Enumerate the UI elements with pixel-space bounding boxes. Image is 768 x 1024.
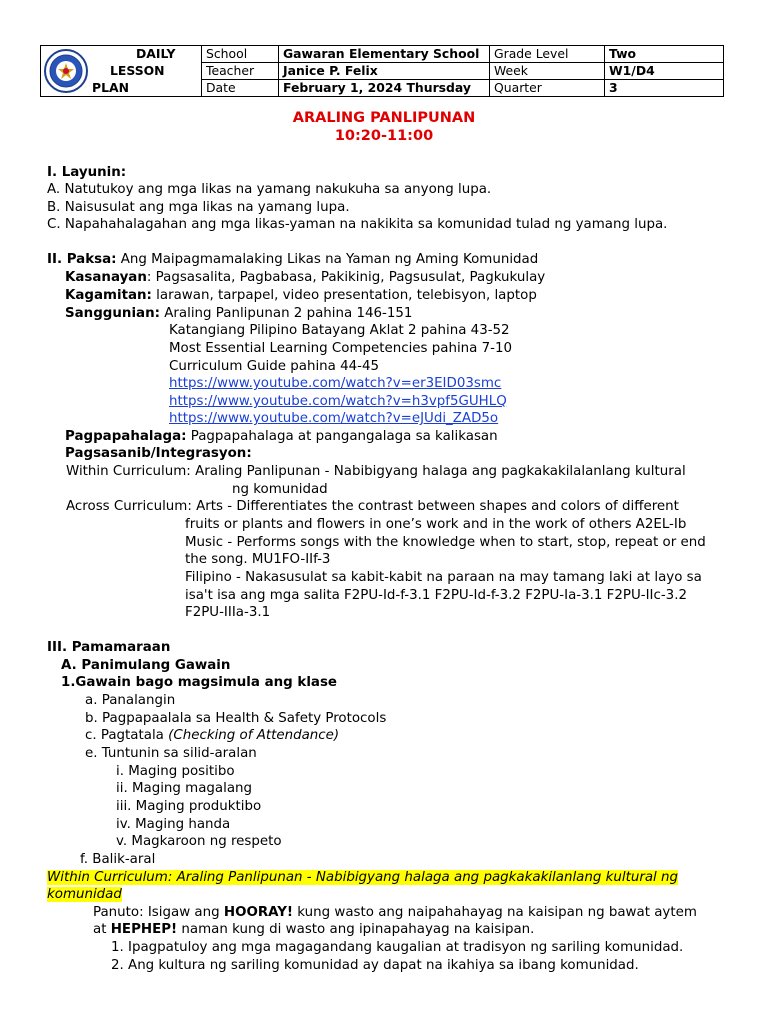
gawain-heading: 1.Gawain bago magsimula ang klase: [61, 675, 337, 690]
label-grade-level: Grade Level: [490, 46, 605, 63]
hooray-word: HOORAY!: [223, 905, 294, 920]
kasanayan-label: Kasanayan: [65, 270, 147, 285]
pagpapahalaga-label: Pagpapahalaga:: [65, 429, 187, 444]
music-line-1: Music - Performs songs with the knowledge when to start, stop, repeat or end: [185, 535, 706, 550]
layunin-item-a: A. Natutukoy ang mga likas na yamang nakukuha sa anyong lupa.: [47, 182, 492, 197]
ref-item: Curriculum Guide pahina 44-45: [169, 359, 380, 374]
sanggunian-line: [65, 306, 412, 321]
label-quarter: Quarter: [490, 80, 605, 97]
kasanayan-text: : Pagsasalita, Pagbabasa, Pakikinig, Pagsusulat, Pagkukulay: [146, 270, 546, 285]
statement-item-2: 2. Ang kultura ng sariling komunidad ay dapat na ikahiya sa ibang komunidad.: [111, 958, 639, 973]
subject-title: ARALING PANLIPUNAN: [292, 110, 476, 126]
layunin-item-b: B. Naisusulat ang mga likas na yamang lupa.: [47, 200, 350, 215]
value-quarter: 3: [605, 80, 724, 97]
rule-item: iv. Maging handa: [116, 817, 231, 832]
youtube-link-2[interactable]: https://www.youtube.com/watch?v=h3vpf5GUHLQ: [169, 394, 507, 409]
paksa-line: [47, 252, 538, 267]
rule-item: iii. Maging produktibo: [116, 799, 262, 814]
panimulang-gawain-heading: A. Panimulang Gawain: [61, 658, 231, 673]
list-item-c-italic: (Checking of Attendance): [168, 728, 340, 743]
hephep-word: HEPHEP!: [110, 922, 178, 937]
rule-item: ii. Maging magalang: [116, 781, 253, 796]
header-row-school: [41, 46, 724, 63]
label-school: School: [202, 46, 279, 63]
youtube-link-3[interactable]: https://www.youtube.com/watch?v=eJUdi_ZAD5o: [169, 411, 499, 426]
value-grade-level: Two: [605, 46, 724, 63]
value-week: W1/D4: [605, 63, 724, 80]
statement-item-1: 1. Ipagpatuloy ang mga magagandang kaugalian at tradisyon ng sariling komunidad.: [111, 940, 684, 955]
kagamitan-line: [65, 288, 537, 303]
panuto-text-1a: Panuto: Isigaw ang: [93, 905, 224, 920]
within-highlight-text-2: komunidad: [47, 887, 122, 902]
value-date: February 1, 2024 Thursday: [279, 80, 490, 97]
label-date: Date: [202, 80, 279, 97]
across-curriculum-line-1: Across Curriculum: Arts - Differentiates the contrast between shapes and colors of different: [66, 499, 679, 514]
within-highlight-line-2: [47, 887, 122, 902]
panuto-text-2a: at: [93, 922, 111, 937]
youtube-link-1[interactable]: https://www.youtube.com/watch?v=er3EID03smc: [169, 376, 502, 391]
value-teacher: Janice P. Felix: [279, 63, 490, 80]
within-curriculum-line-1: Within Curriculum: Araling Panlipunan - Nabibigyang halaga ang pagkakakilalanlang kultural: [66, 464, 686, 479]
dlp-line-2: LESSON: [110, 63, 165, 78]
list-item-c-text: c. Pagtatala: [85, 728, 169, 743]
panuto-line-2: [93, 922, 534, 937]
sanggunian-text: Araling Panlipunan 2 pahina 146-151: [159, 306, 413, 321]
within-curriculum-line-2: ng komunidad: [232, 482, 328, 497]
kagamitan-label: Kagamitan:: [65, 288, 152, 303]
filipino-line-1: Filipino - Nakasusulat sa kabit-kabit na paraan na may tamang laki at layo sa: [185, 570, 702, 585]
kagamitan-text: larawan, tarpapel, video presentation, telebisyon, laptop: [151, 288, 537, 303]
ref-item: Katangiang Pilipino Batayang Aklat 2 pahina 43-52: [169, 323, 510, 338]
pagpapahalaga-text: Pagpapahalaga at pangangalaga sa kalikasan: [186, 429, 498, 444]
music-line-2: the song. MU1FO-IIf-3: [185, 552, 331, 567]
list-item-c: [85, 728, 339, 743]
header-table: [40, 45, 724, 97]
rule-item: v. Magkaroon ng respeto: [116, 834, 282, 849]
panuto-line-1: [93, 905, 697, 920]
list-item-f: f. Balik-aral: [80, 852, 156, 867]
list-item-a: a. Panalangin: [85, 693, 176, 708]
paksa-heading: II. Paksa:: [47, 252, 117, 267]
list-item-b: b. Pagpapaalala sa Health & Safety Protocols: [85, 711, 387, 726]
label-week: Week: [490, 63, 605, 80]
filipino-line-2: isa't isa ang mga salita F2PU-Id-f-3.1 F2PU-Id-f-3.2 F2PU-Ia-3.1 F2PU-IIc-3.2: [185, 588, 687, 603]
across-curriculum-line-2: fruits or plants and flowers in one’s work and in the work of others A2EL-Ib: [185, 517, 687, 532]
within-highlight-line-1: [47, 870, 678, 885]
layunin-item-c: C. Napahahalagahan ang mga likas-yaman na nakikita sa komunidad tulad ng yamang lupa.: [47, 217, 668, 232]
panuto-text-1b: kung wasto ang naipahahayag na kaisipan ng bawat aytem: [293, 905, 697, 920]
ref-item: Most Essential Learning Competencies pahina 7-10: [169, 341, 513, 356]
pagpapahalaga-line: [65, 429, 498, 444]
sanggunian-label: Sanggunian:: [65, 306, 160, 321]
pagsasanib-label: Pagsasanib/Integrasyon:: [65, 446, 252, 461]
filipino-line-3: F2PU-IIIa-3.1: [185, 605, 271, 620]
pamamaraan-heading: III. Pamamaraan: [47, 640, 171, 655]
dlp-line-3: PLAN: [92, 80, 129, 95]
kasanayan-line: [65, 270, 545, 285]
value-school: Gawaran Elementary School: [279, 46, 490, 63]
layunin-heading: I. Layunin:: [47, 165, 127, 180]
panuto-text-2b: naman kung di wasto ang ipinapahayag na kaisipan.: [177, 922, 535, 937]
logo-cell: [41, 46, 202, 97]
rule-item: i. Maging positibo: [116, 764, 235, 779]
dlp-line-1: DAILY: [136, 46, 176, 61]
time-title: 10:20-11:00: [334, 128, 434, 144]
list-item-e: e. Tuntunin sa silid-aralan: [85, 746, 257, 761]
paksa-text: Ang Maipagmamalaking Likas na Yaman ng Aming Komunidad: [116, 252, 539, 267]
deped-seal-icon: [44, 49, 88, 93]
within-highlight-text-1: Within Curriculum: Araling Panlipunan - Nabibigyang halaga ang pagkakakilanlang kultural ng: [47, 870, 678, 885]
label-teacher: Teacher: [202, 63, 279, 80]
